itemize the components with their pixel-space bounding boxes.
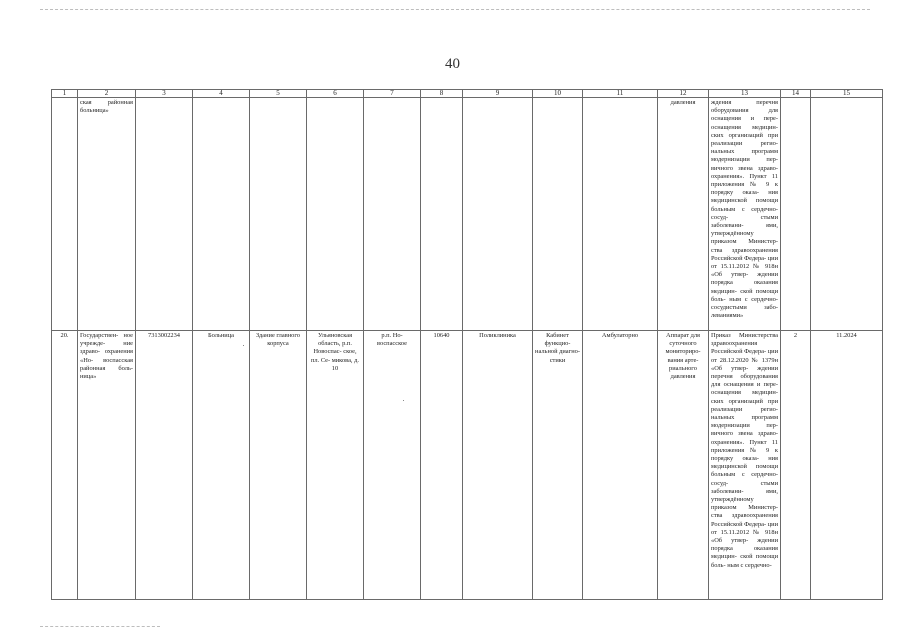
quantity-cell: 2 <box>781 331 811 600</box>
column-header: 9 <box>463 90 533 98</box>
facility-type-cell: Больница <box>193 331 250 600</box>
inn-cell: 7313002234 <box>136 331 193 600</box>
column-header: 7 <box>364 90 421 98</box>
date-cell: 11.2024 <box>811 331 883 600</box>
care-form-cell <box>583 98 658 331</box>
table-row <box>52 331 883 600</box>
building-cell <box>250 98 307 331</box>
column-header: 8 <box>421 90 463 98</box>
column-header: 5 <box>250 90 307 98</box>
address-cell: Ульяновская область, р.п. Новоспас- ское, пл. Се- микова, д. 10 <box>307 331 364 600</box>
code-cell <box>421 98 463 331</box>
column-number-row <box>52 90 883 98</box>
equipment-cell: давления <box>658 98 709 331</box>
table-row <box>52 98 883 331</box>
inn-cell <box>136 98 193 331</box>
equipment-table <box>51 89 883 600</box>
regulation-cell: Приказ Министерства здравоохранения Российской Федера- ции от 28.12.2020 № 1379н «Об утвер- ждении перечня оборудования для оснащения и пере- оснащения медицин- ских организаций при реализации регио- нальных программ модернизации пер- вичного звена здраво- охранения». Пункт 11 приложения № 9 к порядку оказа- ния медицинской помощи больным с сердечно-сосуд- стыми заболевани- ями, утверждённому приказом Министер- ства здравоохранения Российской Федера- ции от 15.11.2012 № 918н «Об утвер- ждении порядка оказания медицин- ской помощи боль- ным с сердечно- <box>709 331 781 600</box>
date-cell <box>811 98 883 331</box>
column-header: 3 <box>136 90 193 98</box>
regulation-cell: ждения перечня оборудования для оснащения и пере- оснащения медицин- ских организаций при реализации регио- нальных программ модернизации пер- вичного звена здраво- охранения». Пункт 11 приложения № 9 к порядку оказа- ния медицинской помощи больным с сердечно-сосуд- стыми заболевани- ями, утверждённому приказом Министер- ства здравоохранения Российской Федера- ции от 15.11.2012 № 918н «Об утвер- ждении порядка оказания медицин- ской помощи боль- ным с сердечно- сосудистыми забо- леваниями» <box>709 98 781 331</box>
column-header: 10 <box>533 90 583 98</box>
equipment-cell: Аппарат для суточного мониториро- вания арте- риального давления <box>658 331 709 600</box>
column-header: 6 <box>307 90 364 98</box>
page-number: 40 <box>445 56 460 72</box>
quantity-cell <box>781 98 811 331</box>
locality-cell <box>364 98 421 331</box>
address-cell <box>307 98 364 331</box>
code-cell: 10640 <box>421 331 463 600</box>
column-header: 1 <box>52 90 78 98</box>
facility-type-cell <box>193 98 250 331</box>
care-form-cell: Амбулаторно <box>583 331 658 600</box>
scan-artifact-top <box>40 9 870 10</box>
scan-artifact-bottom <box>40 626 160 627</box>
organization-name-cell: ская районная больница» <box>78 98 136 331</box>
row-number-cell: 20. <box>52 331 78 600</box>
column-header: 13 <box>709 90 781 98</box>
column-header: 12 <box>658 90 709 98</box>
building-cell: Здание главного корпуса <box>250 331 307 600</box>
department-cell: Поликлиника <box>463 331 533 600</box>
column-header: 2 <box>78 90 136 98</box>
column-header: 11 <box>583 90 658 98</box>
room-cell <box>533 98 583 331</box>
department-cell <box>463 98 533 331</box>
room-cell: Кабинет функцио- нальной диагно- стики <box>533 331 583 600</box>
column-header: 15 <box>811 90 883 98</box>
locality-cell: р.п. Но- воспасское <box>364 331 421 600</box>
row-number-cell <box>52 98 78 331</box>
organization-name-cell: Государствен- ное учрежде- ние здраво- охранения «Но- воспасская районная боль- ница» <box>78 331 136 600</box>
column-header: 4 <box>193 90 250 98</box>
column-header: 14 <box>781 90 811 98</box>
